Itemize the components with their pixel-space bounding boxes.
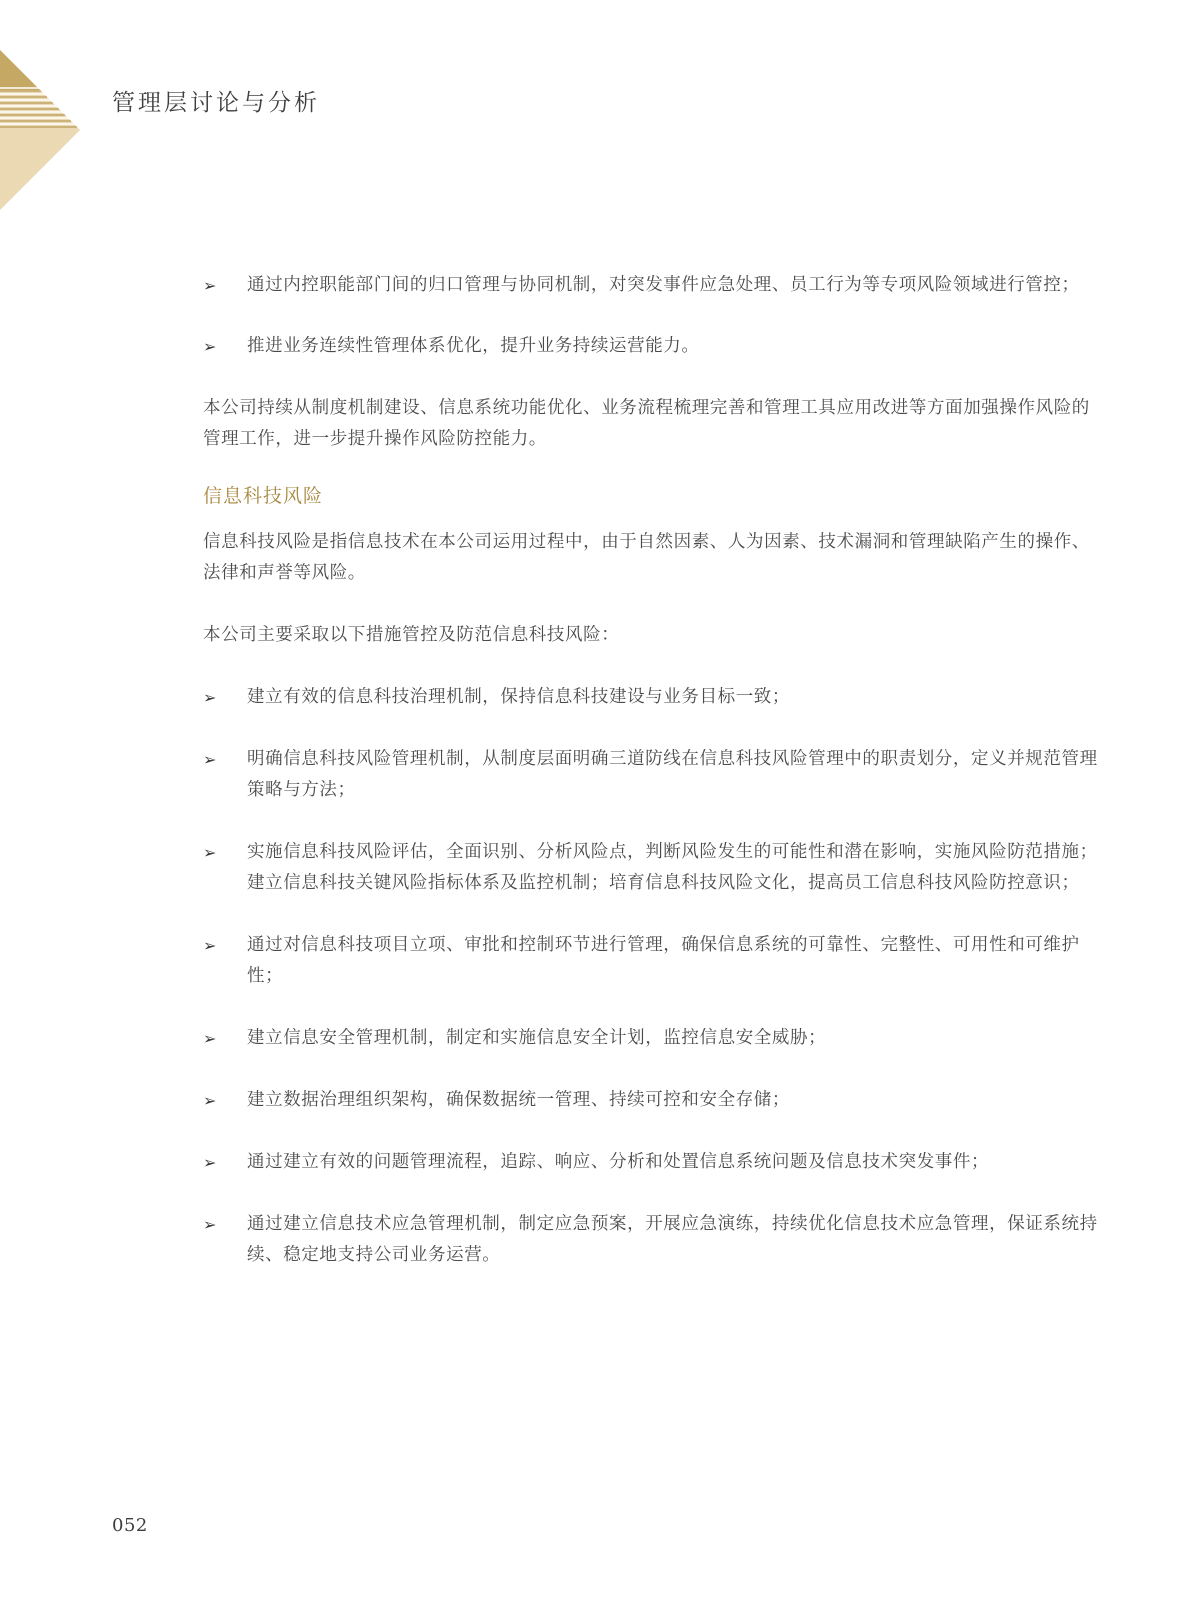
arrow-bullet-icon: ➢: [203, 688, 218, 707]
list-item: [203, 1147, 1103, 1178]
list-item: [203, 1085, 1103, 1116]
list-item: [203, 744, 1103, 806]
list-item-text: 建立数据治理组织架构，确保数据统一管理、持续可控和安全存储；: [247, 1090, 790, 1110]
list-item: [203, 270, 1103, 301]
paragraph: 本公司持续从制度机制建设、信息系统功能优化、业务流程梳理完善和管理工具应用改进等方面加强操作风险的管理工作，进一步提升操作风险防控能力。: [203, 398, 1090, 449]
list-item-text: 通过对信息科技项目立项、审批和控制环节进行管理，确保信息系统的可靠性、完整性、可用性和可维护性；: [247, 935, 1080, 986]
arrow-bullet-icon: ➢: [203, 1091, 218, 1110]
arrow-bullet-icon: ➢: [203, 936, 218, 955]
arrow-bullet-icon: ➢: [203, 1215, 218, 1234]
paragraph: 本公司主要采取以下措施管控及防范信息科技风险：: [203, 625, 620, 645]
list-item-text: 建立信息安全管理机制，制定和实施信息安全计划，监控信息安全威胁；: [247, 1028, 827, 1048]
list-item: [203, 930, 1103, 992]
arrow-bullet-icon: ➢: [203, 1029, 218, 1048]
arrow-bullet-icon: ➢: [203, 843, 218, 862]
arrow-bullet-icon: ➢: [203, 1153, 218, 1172]
list-item-text: 通过建立有效的问题管理流程，追踪、响应、分析和处置信息系统问题及信息技术突发事件；: [247, 1152, 990, 1172]
list-item-text: 实施信息科技风险评估，全面识别、分析风险点，判断风险发生的可能性和潜在影响，实施风险防范措施；建立信息科技关键风险指标体系及监控机制；培育信息科技风险文化，提高员工信息科技风险防控意识；: [247, 842, 1098, 893]
section-heading: 信息科技风险: [203, 485, 324, 507]
arrow-bullet-icon: ➢: [203, 276, 218, 295]
list-item: [203, 331, 1103, 362]
list-item: [203, 837, 1103, 899]
page-header-title: 管理层讨论与分析: [112, 90, 320, 116]
list-item: [203, 682, 1103, 713]
list-item-text: 建立有效的信息科技治理机制，保持信息科技建设与业务目标一致；: [247, 687, 790, 707]
list-item-text: 推进业务连续性管理体系优化，提升业务持续运营能力。: [247, 336, 700, 356]
list-item-text: 明确信息科技风险管理机制，从制度层面明确三道防线在信息科技风险管理中的职责划分，定义并规范管理策略与方法；: [247, 749, 1098, 800]
paragraph: 信息科技风险是指信息技术在本公司运用过程中，由于自然因素、人为因素、技术漏洞和管理缺陷产生的操作、法律和声誉等风险。: [203, 532, 1090, 583]
list-item: [203, 1209, 1103, 1271]
corner-ornament: [0, 50, 80, 210]
list-item-text: 通过建立信息技术应急管理机制，制定应急预案，开展应急演练，持续优化信息技术应急管理，保证系统持续、稳定地支持公司业务运营。: [247, 1214, 1098, 1265]
page-number: 052: [112, 1515, 148, 1536]
main-content: [203, 270, 1103, 1271]
list-item: [203, 1023, 1103, 1054]
list-item-text: 通过内控职能部门间的归口管理与协同机制，对突发事件应急处理、员工行为等专项风险领域进行管控；: [247, 275, 1080, 295]
arrow-bullet-icon: ➢: [203, 337, 218, 356]
arrow-bullet-icon: ➢: [203, 750, 218, 769]
